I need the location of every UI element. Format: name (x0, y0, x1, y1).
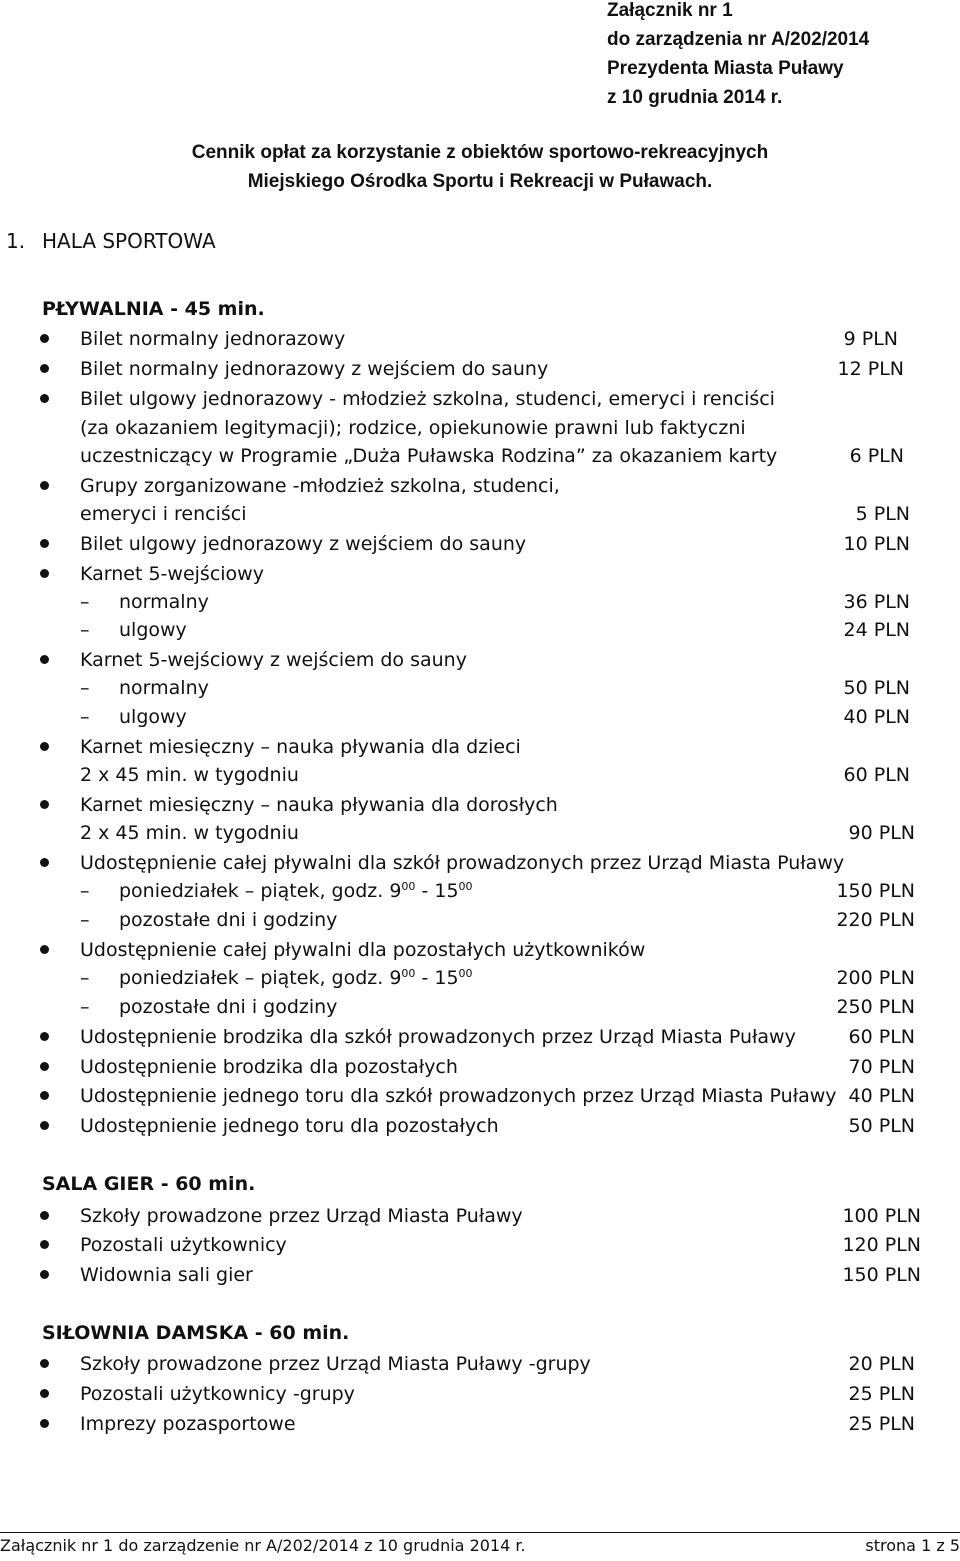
pool-subitem-label: normalny (119, 591, 209, 613)
pool-item-label: Grupy zorganizowane -młodzież szkolna, studenci, (80, 475, 560, 497)
dash-marker: – (80, 967, 90, 989)
pool-subitem-price: 50 PLN (843, 677, 910, 699)
dash-marker: – (80, 996, 90, 1018)
pool-item-price: 12 PLN (837, 358, 904, 380)
gym-item-label: Pozostali użytkownicy -grupy (80, 1383, 355, 1405)
pool-item-label: Karnet 5-wejściowy (80, 563, 264, 585)
dash-marker: – (80, 591, 90, 613)
pool-subitem-label: poniedziałek – piątek, godz. $9^{00} - 15^{00}$ (119, 880, 473, 902)
footer-page-number: strona 1 z 5 (865, 1536, 960, 1555)
bullet-icon (40, 1240, 49, 1249)
pool-item-price: 9 PLN (843, 328, 898, 350)
pool-item-label: Bilet normalny jednorazowy z wejściem do sauny (80, 358, 549, 380)
bullet-icon (40, 1091, 49, 1100)
bullet-icon (40, 1062, 49, 1071)
pool-item-label: Udostępnienie brodzika dla szkół prowadzonych przez Urząd Miasta Puławy (80, 1026, 796, 1048)
pool-item-price: 50 PLN (848, 1115, 915, 1137)
bullet-icon (40, 1270, 49, 1279)
pool-item-price: 40 PLN (848, 1085, 915, 1107)
section-number: 1. (6, 229, 26, 253)
pool-item-label-cont: 2 x 45 min. w tygodniu (80, 764, 299, 786)
pool-item-price: 10 PLN (843, 533, 910, 555)
pool-item-price: 60 PLN (843, 764, 910, 786)
pool-item-price: 90 PLN (848, 822, 915, 844)
bullet-icon (40, 742, 49, 751)
bullet-icon (40, 334, 49, 343)
games-heading: SALA GIER - 60 min. (42, 1173, 256, 1195)
gym-item-label: Szkoły prowadzone przez Urząd Miasta Puławy -grupy (80, 1353, 591, 1375)
pool-item-label-cont: (za okazaniem legitymacji); rodzice, opiekunowie prawni lub faktyczni (80, 417, 746, 439)
bullet-icon (40, 858, 49, 867)
bullet-icon (40, 655, 49, 664)
pool-item-label: Udostępnienie jednego toru dla pozostałych (80, 1115, 499, 1137)
pool-subitem-price: 200 PLN (836, 967, 915, 989)
pool-item-price: 60 PLN (848, 1026, 915, 1048)
pool-item-label: Bilet ulgowy jednorazowy - młodzież szkolna, studenci, emeryci i renciści (80, 388, 775, 410)
pool-item-label: Karnet miesięczny – nauka pływania dla dorosłych (80, 794, 558, 816)
gym-item-price: 20 PLN (848, 1353, 915, 1375)
gym-item-label: Imprezy pozasportowe (80, 1413, 296, 1435)
pool-subitem-price: 40 PLN (843, 706, 910, 728)
gym-heading: SIŁOWNIA DAMSKA - 60 min. (42, 1322, 350, 1344)
dash-marker: – (80, 880, 90, 902)
games-item-price: 100 PLN (842, 1205, 921, 1227)
pool-item-label-cont: uczestniczący w Programie „Duża Puławska Rodzina” za okazaniem karty (80, 445, 778, 467)
games-item-label: Widownia sali gier (80, 1264, 253, 1286)
pool-subitem-price: 36 PLN (843, 591, 910, 613)
pool-item-label: Karnet miesięczny – nauka pływania dla dzieci (80, 736, 521, 758)
pool-heading: PŁYWALNIA - 45 min. (42, 298, 265, 320)
pool-subitem-label: poniedziałek – piątek, godz. $9^{00} - 15^{00}$ (119, 967, 473, 989)
bullet-icon (40, 364, 49, 373)
pool-subitem-price: 150 PLN (836, 880, 915, 902)
pool-item-price: 70 PLN (848, 1056, 915, 1078)
pool-item-label: Udostępnienie całej pływalni dla pozostałych użytkowników (80, 939, 646, 961)
games-item-price: 150 PLN (842, 1264, 921, 1286)
annex-line-3: Prezydenta Miasta Puławy (607, 58, 844, 79)
bullet-icon (40, 1389, 49, 1398)
bullet-icon (40, 800, 49, 809)
pool-subitem-price: 24 PLN (843, 619, 910, 641)
dash-marker: – (80, 909, 90, 931)
bullet-icon (40, 481, 49, 490)
pool-subitem-label: normalny (119, 677, 209, 699)
pool-subitem-label: pozostałe dni i godziny (119, 909, 338, 931)
pool-item-label: Bilet normalny jednorazowy (80, 328, 346, 350)
dash-marker: – (80, 677, 90, 699)
bullet-icon (40, 1032, 49, 1041)
pool-subitem-price: 220 PLN (836, 909, 915, 931)
pool-subitem-label: pozostałe dni i godziny (119, 996, 338, 1018)
pool-item-label: Udostępnienie brodzika dla pozostałych (80, 1056, 458, 1078)
pool-subitem-label: ulgowy (119, 619, 187, 641)
bullet-icon (40, 1419, 49, 1428)
bullet-icon (40, 1121, 49, 1130)
gym-item-price: 25 PLN (848, 1413, 915, 1435)
section-heading: HALA SPORTOWA (42, 229, 216, 253)
pool-item-label: Karnet 5-wejściowy z wejściem do sauny (80, 649, 467, 671)
document-title-line-1: Cennik opłat za korzystanie z obiektów sportowo-rekreacyjnych (191, 142, 769, 163)
bullet-icon (40, 1211, 49, 1220)
pool-item-price: 6 PLN (849, 445, 904, 467)
footer-divider (0, 1532, 960, 1533)
games-item-label: Szkoły prowadzone przez Urząd Miasta Puławy (80, 1205, 523, 1227)
games-item-label: Pozostali użytkownicy (80, 1234, 287, 1256)
footer-reference: Załącznik nr 1 do zarządzenie nr A/202/2014 z 10 grudnia 2014 r. (0, 1536, 526, 1555)
dash-marker: – (80, 619, 90, 641)
dash-marker: – (80, 706, 90, 728)
document-title-line-2: Miejskiego Ośrodka Sportu i Rekreacji w Puławach. (247, 171, 713, 192)
annex-line-1: Załącznik nr 1 (607, 0, 733, 21)
games-item-price: 120 PLN (842, 1234, 921, 1256)
gym-item-price: 25 PLN (848, 1383, 915, 1405)
pool-subitem-price: 250 PLN (836, 996, 915, 1018)
pool-subitem-label: ulgowy (119, 706, 187, 728)
pool-item-label: Udostępnienie całej pływalni dla szkół prowadzonych przez Urząd Miasta Puławy (80, 852, 845, 874)
pool-item-price: 5 PLN (855, 503, 910, 525)
annex-line-2: do zarządzenia nr A/202/2014 (607, 29, 870, 50)
pool-item-label-cont: 2 x 45 min. w tygodniu (80, 822, 299, 844)
pool-item-label-cont: emeryci i renciści (80, 503, 247, 525)
bullet-icon (40, 945, 49, 954)
bullet-icon (40, 539, 49, 548)
pool-item-label: Udostępnienie jednego toru dla szkół prowadzonych przez Urząd Miasta Puławy (80, 1085, 837, 1107)
annex-line-4: z 10 grudnia 2014 r. (607, 87, 783, 108)
pool-item-label: Bilet ulgowy jednorazowy z wejściem do sauny (80, 533, 527, 555)
bullet-icon (40, 394, 49, 403)
bullet-icon (40, 569, 49, 578)
bullet-icon (40, 1359, 49, 1368)
